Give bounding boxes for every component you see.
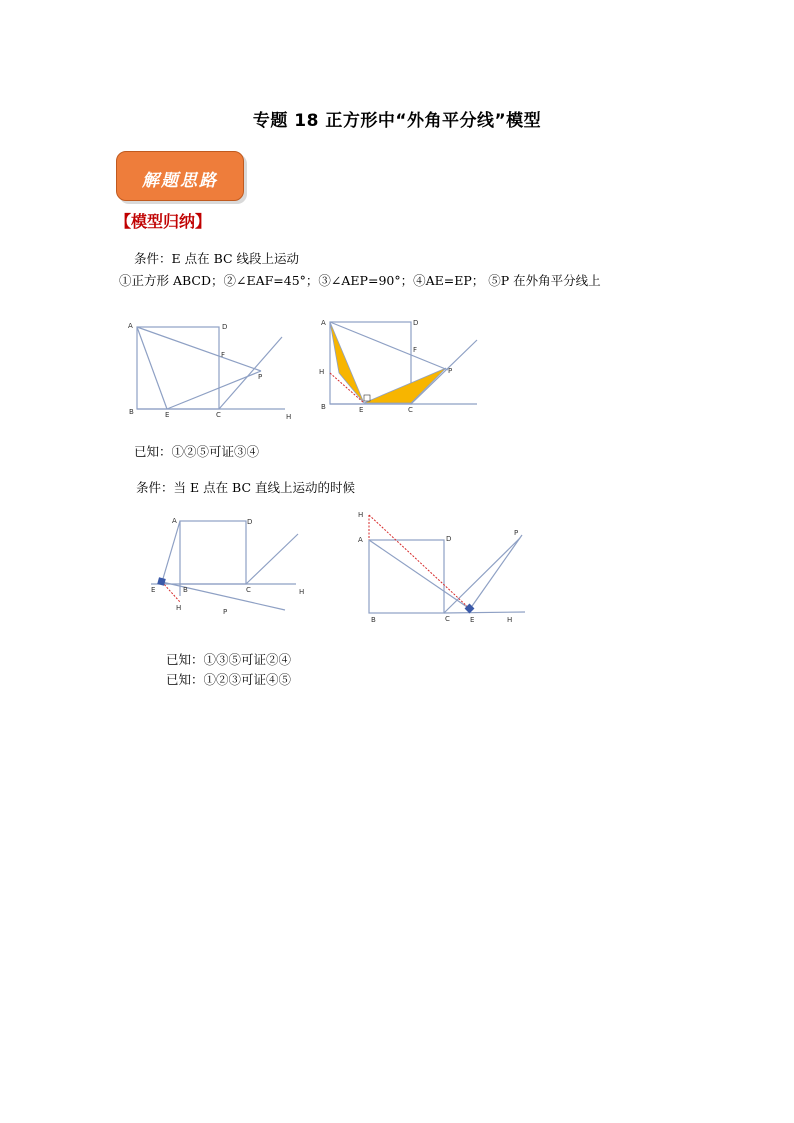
figure-3	[146, 512, 311, 622]
label-F: F	[221, 351, 226, 359]
case2-conclusion-1: 已知：①③⑤可证②④	[166, 652, 292, 667]
label-A: A	[128, 322, 133, 330]
label-A4: A	[358, 536, 363, 544]
figure-4	[350, 505, 535, 627]
label-C: C	[216, 411, 221, 419]
label-B: B	[129, 408, 134, 416]
label-P3: P	[223, 608, 228, 616]
label-D3: D	[247, 518, 253, 526]
section-heading: 【模型归纳】	[115, 212, 212, 231]
label-H3b: H	[176, 604, 182, 612]
label-E3: E	[151, 586, 156, 594]
case2-conclusion-2: 已知：①②③可证④⑤	[166, 672, 292, 687]
label-H3: H	[299, 588, 305, 596]
label-D2: D	[413, 319, 419, 327]
right-angle-mark	[364, 395, 370, 401]
label-F2: F	[413, 346, 418, 354]
label-A3: A	[172, 517, 177, 525]
label-H: H	[286, 413, 292, 421]
shaded-triangle-right	[364, 368, 446, 403]
case1-conclusion: 已知：①②⑤可证③④	[134, 444, 260, 459]
case1-items: ①正方形 ABCD；②∠EAF=45°；③∠AEP=90°；④AE=EP； ⑤P 在外角平分线上	[119, 273, 601, 288]
label-B2: B	[321, 403, 326, 411]
label-C4: C	[445, 615, 450, 623]
case2-condition: 条件：当 E 点在 BC 直线上运动的时候	[136, 480, 356, 495]
badge-label: 解题思路	[142, 171, 218, 191]
case1-condition: 条件：E 点在 BC 线段上运动	[134, 251, 300, 266]
label-P4: P	[514, 529, 519, 537]
label-H2: H	[319, 368, 325, 376]
label-E4: E	[470, 616, 475, 624]
label-H4: H	[358, 511, 364, 519]
label-E2: E	[359, 406, 364, 414]
label-A2: A	[321, 319, 326, 327]
label-D: D	[222, 323, 228, 331]
label-P: P	[258, 373, 263, 381]
label-B3: B	[183, 586, 188, 594]
page-title: 专题 18 正方形中“外角平分线”模型	[252, 111, 542, 131]
label-C2: C	[408, 406, 413, 414]
label-C3: C	[246, 586, 251, 594]
figure-2	[312, 312, 487, 414]
label-H4b: H	[507, 616, 513, 624]
label-P2: P	[448, 367, 453, 375]
label-E: E	[165, 411, 170, 419]
figure-1	[120, 315, 305, 430]
label-D4: D	[446, 535, 452, 543]
solution-badge	[116, 151, 244, 201]
label-B4: B	[371, 616, 376, 624]
